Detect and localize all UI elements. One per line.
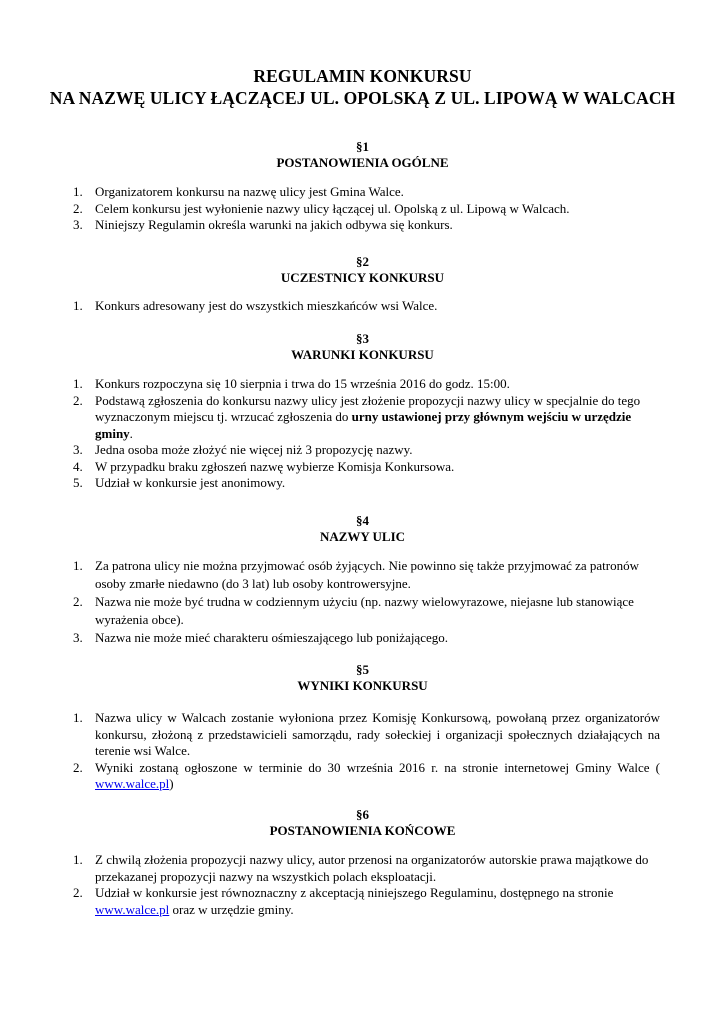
- item-number: 4.: [73, 458, 83, 474]
- document-title: REGULAMIN KONKURSU: [253, 66, 472, 86]
- section-3-heading: [0, 331, 725, 363]
- list-item: [70, 376, 660, 393]
- list-item: [70, 298, 660, 315]
- document-subtitle: NA NAZWĘ ULICY ŁĄCZĄCEJ UL. OPOLSKĄ Z UL. LIPOWĄ W WALCACH: [49, 88, 676, 108]
- section-title: NAZWY ULIC: [319, 529, 406, 544]
- item-text: Celem konkursu jest wyłonienie nazwy ulicy łączącej ul. Opolską z ul. Lipową w Walcach.: [95, 200, 570, 216]
- item-text-end: oraz w urzędzie gminy.: [169, 901, 294, 917]
- list-item: [70, 629, 660, 647]
- section-number: §5: [356, 662, 369, 677]
- website-link[interactable]: www.walce.pl: [95, 901, 170, 917]
- section-title: POSTANOWIENIA KOŃCOWE: [269, 823, 456, 838]
- item-number: 1.: [73, 558, 83, 573]
- section-2-heading: [0, 254, 725, 286]
- section-number: §3: [356, 331, 369, 346]
- item-emphasis: urny ustawionej przy głównym wejściu w urzędzie gminy: [95, 409, 632, 441]
- list-item: [70, 760, 660, 793]
- item-number: 2.: [73, 594, 83, 609]
- item-text: Konkurs rozpoczyna się 10 sierpnia i trwa do 15 września 2016 do godz. 15:00.: [95, 376, 510, 391]
- item-text: Jedna osoba może złożyć nie więcej niż 3 propozycję nazwy.: [95, 442, 413, 457]
- item-text: Konkurs adresowany jest do wszystkich mieszkańców wsi Walce.: [95, 298, 438, 313]
- list-item: [70, 217, 660, 234]
- section-4-list: [70, 557, 660, 647]
- list-item: [70, 885, 660, 918]
- list-item: [70, 459, 660, 476]
- item-text: W przypadku braku zgłoszeń nazwę wybierze Komisja Konkursowa.: [95, 458, 455, 474]
- item-number: 2.: [73, 759, 83, 775]
- item-text: Za patrona ulicy nie można przyjmować osób żyjących. Nie powinno się także przyjmować za patronów osoby zmarłe niedawno (do 3 lat) lub osoby kontrowersyjne.: [95, 558, 639, 591]
- item-number: 1.: [73, 184, 83, 199]
- section-title: WYNIKI KONKURSU: [297, 678, 428, 693]
- section-3-list: [70, 376, 660, 492]
- item-number: 1.: [73, 298, 83, 313]
- list-item: [70, 593, 660, 629]
- item-number: 3.: [73, 217, 83, 232]
- item-text: Nazwa ulicy w Walcach zostanie wyłoniona przez Komisję Konkursową, powołaną przez organizatorów konkursu, złożoną z przedstawicieli samorządu, rady sołeckiej i organizacji społecznych działających na terenie wsi Walce.: [95, 710, 660, 758]
- item-text: Niniejszy Regulamin określa warunki na jakich odbywa się konkurs.: [95, 217, 453, 232]
- section-number: §1: [356, 139, 369, 154]
- item-text: Z chwilą złożenia propozycji nazwy ulicy, autor przenosi na organizatorów autorskie prawa majątkowe do przekazanej propozycji nazwy na wszystkich polach eksploatacji.: [95, 852, 649, 884]
- section-number: §6: [356, 807, 369, 822]
- item-text: Udział w konkursie jest anonimowy.: [95, 475, 286, 490]
- website-link[interactable]: www.walce.pl: [95, 776, 170, 791]
- section-2-list: [70, 298, 660, 315]
- section-4-heading: [0, 513, 725, 545]
- item-text: Udział w konkursie jest równoznaczny z akceptacją niniejszego Regulaminu, dostępnego na stronie: [95, 885, 614, 900]
- section-title: UCZESTNICY KONKURSU: [280, 270, 445, 285]
- item-number: 3.: [73, 442, 83, 457]
- item-text: Nazwa nie może mieć charakteru ośmieszającego lub poniżającego.: [95, 630, 448, 645]
- item-text: Podstawą zgłoszenia do konkursu nazwy ulicy jest złożenie propozycji nazwy ulicy w specjalnie do tego wyznaczonym miejscu tj. wrzucać zgłoszenia do: [95, 392, 641, 424]
- list-item: [70, 852, 660, 885]
- item-number: 2.: [73, 200, 83, 216]
- section-1-list: [70, 184, 660, 234]
- item-text: Wyniki zostaną ogłoszone w terminie do 30 września 2016 r. na stronie internetowej Gminy Walce (: [95, 759, 660, 775]
- section-6-list: [70, 852, 660, 918]
- list-item: [70, 442, 660, 459]
- item-number: 1.: [73, 710, 83, 725]
- list-item: [70, 710, 660, 760]
- item-number: 5.: [73, 475, 83, 490]
- item-text-end: .: [129, 425, 133, 441]
- item-text: Nazwa nie może być trudna w codziennym użyciu (np. nazwy wielowyrazowe, niejasne lub stanowiące wyrażenia obce).: [95, 594, 634, 627]
- item-number: 1.: [73, 376, 83, 391]
- section-5-heading: [0, 662, 725, 694]
- list-item: [70, 393, 660, 443]
- section-title: WARUNKI KONKURSU: [291, 347, 434, 362]
- list-item: [70, 184, 660, 201]
- item-text: Organizatorem konkursu na nazwę ulicy jest Gmina Walce.: [95, 184, 404, 199]
- section-1-heading: [0, 139, 725, 171]
- list-item: [70, 557, 660, 593]
- item-number: 2.: [73, 392, 83, 408]
- list-item: [70, 201, 660, 218]
- section-number: §4: [356, 513, 369, 528]
- item-text-end: ): [169, 776, 174, 791]
- section-6-heading: [0, 807, 725, 839]
- section-number: §2: [356, 254, 369, 269]
- item-number: 3.: [73, 630, 83, 645]
- list-item: [70, 475, 660, 492]
- item-number: 2.: [73, 885, 83, 900]
- section-title: POSTANOWIENIA OGÓLNE: [276, 155, 449, 170]
- item-number: 1.: [73, 852, 83, 867]
- section-5-list: [70, 710, 660, 793]
